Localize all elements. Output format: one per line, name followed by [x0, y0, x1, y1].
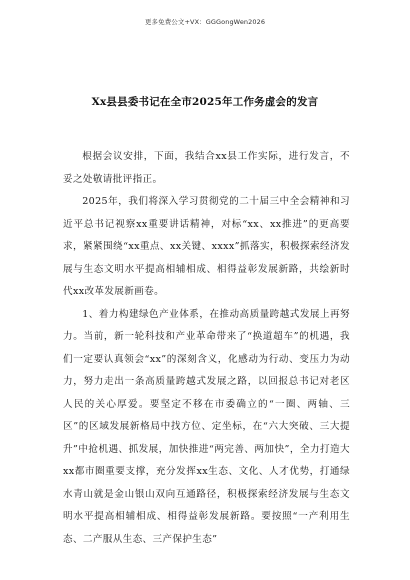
paragraph-2025: 2025年，我们将深入学习贯彻党的二十届三中全会精神和习近平总书记视察xx重要讲话精神，对标“xx、xx推进”的更高要求，紧紧围绕“xx重点、xx关键、xxxx”抓落实，积极探索经济发展与生态文明水平提高相辅相成、相得益彰发展新路，共绘新时代xx改革发展新画卷。 [63, 196, 350, 297]
header-note: 更多免费公文+VX：GGGongWen2026 [144, 18, 266, 26]
document-body [63, 146, 350, 551]
paragraph-intro: 根据会议安排，下面，我结合xx县工作实际，进行发言，不妥之处敬请批评指正。 [63, 151, 350, 185]
document-title: Xx县县委书记在全市2025年工作务虚会的发言 [91, 96, 319, 108]
paragraph-item-1: 1、着力构建绿色产业体系，在推动高质量跨越式发展上再努力。当前，新一轮科技和产业革命带来了“换道超车”的机遇，我们一定要认真领会“xx”的深刻含义，化感动为行动、变压力为动力，努力走出一条高质量跨越式发展之路，以回报总书记对老区人民的关心厚爱。要坚定不移在市委确立的“一圈、两轴、三区”的区域发展新格局中找方位、定坐标，在“六大突破、三大提升”中抢机遇、抓发展，加快推进“两完善、两加快”，全力打造大xx都市圈重要支撑，充分发挥xx生态、文化、人才优势，打通绿水青山就是金山银山双向互通路径，积极探索经济发展与生态文明水平提高相辅相成、相得益彰发展新路。要按照“一产利用生态、二产服从生态、三产保护生态” [63, 308, 350, 545]
